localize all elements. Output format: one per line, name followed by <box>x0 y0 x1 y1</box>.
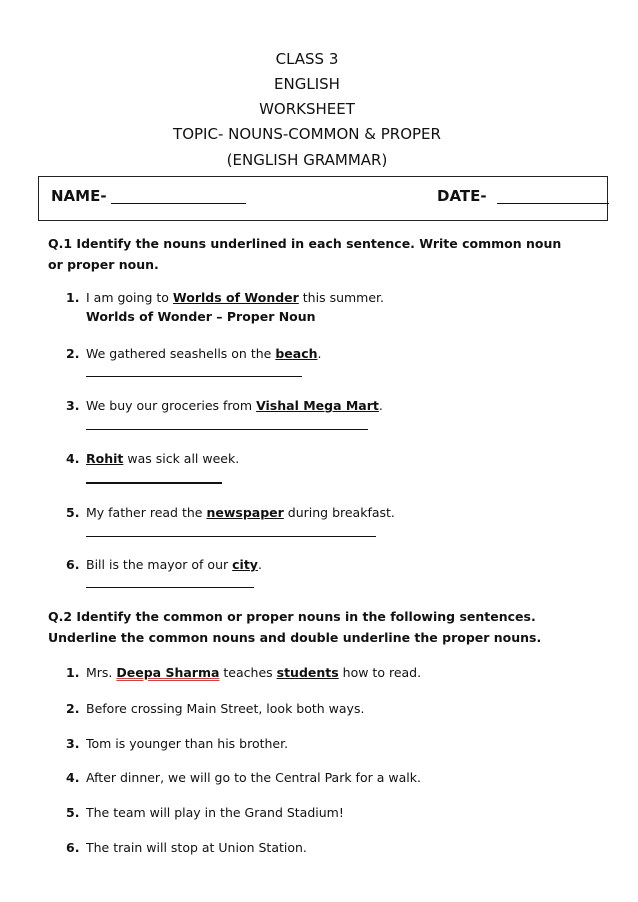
sentence-text: . <box>257 557 262 572</box>
sentence-text: this summer. <box>298 290 385 305</box>
sentence-text: how to read. <box>338 665 422 680</box>
sentence-text: I am going to <box>86 290 173 305</box>
sentence-text: After dinner, we will go to the Central Park for a walk. <box>86 770 421 785</box>
underlined-noun: city <box>232 557 258 572</box>
double-underlined-proper-noun: Deepa Sharma <box>116 665 220 680</box>
underlined-noun: beach <box>275 346 318 361</box>
q1-item-4-answer-line[interactable] <box>86 482 222 484</box>
date-label: DATE- <box>437 187 487 205</box>
item-number: 1. <box>66 665 80 680</box>
item-number: 4. <box>66 770 80 785</box>
header-type: WORKSHEET <box>259 100 355 118</box>
underlined-noun: Worlds of Wonder <box>172 290 299 305</box>
underlined-noun: Rohit <box>86 451 124 466</box>
q1-item-1-answer: Worlds of Wonder – Proper Noun <box>86 309 316 324</box>
item-number: 5. <box>66 505 80 520</box>
date-blank-line[interactable] <box>497 203 609 204</box>
name-label: NAME- <box>51 187 107 205</box>
q1-item-5 <box>66 505 395 520</box>
q1-item-6 <box>66 557 262 572</box>
underlined-common-noun: students <box>276 665 339 680</box>
underlined-noun: newspaper <box>206 505 284 520</box>
item-number: 5. <box>66 805 80 820</box>
sentence-text: during breakfast. <box>283 505 395 520</box>
q1-item-2 <box>66 346 321 361</box>
sentence-text: teaches <box>219 665 277 680</box>
sentence-text: Bill is the mayor of our <box>86 557 233 572</box>
sentence-text: We gathered seashells on the <box>86 346 276 361</box>
q1-item-4 <box>66 451 239 466</box>
header-subject: ENGLISH <box>274 75 340 93</box>
item-number: 1. <box>66 290 80 305</box>
header-class: CLASS 3 <box>275 50 339 68</box>
q1-item-3-answer-line[interactable] <box>86 429 368 430</box>
item-number: 4. <box>66 451 80 466</box>
item-number: 2. <box>66 346 80 361</box>
item-number: 3. <box>66 736 80 751</box>
q1-item-6-answer-line[interactable] <box>86 587 254 588</box>
sentence-text: We buy our groceries from <box>86 398 257 413</box>
q1-instructions: Q.1 Identify the nouns underlined in each sentence. Write common noun or proper noun. <box>48 236 562 272</box>
q1-item-2-answer-line[interactable] <box>86 376 302 377</box>
q2-item-6 <box>66 840 307 855</box>
sentence-text: The team will play in the Grand Stadium! <box>86 805 344 820</box>
sentence-text: Before crossing Main Street, look both ways. <box>86 701 365 716</box>
q2-instructions: Q.2 Identify the common or proper nouns in the following sentences. Underline the common nouns and double underline the proper nouns. <box>48 609 542 645</box>
item-number: 2. <box>66 701 80 716</box>
sentence-text: The train will stop at Union Station. <box>86 840 307 855</box>
sentence-text: My father read the <box>86 505 207 520</box>
item-number: 6. <box>66 557 80 572</box>
sentence-text: Tom is younger than his brother. <box>86 736 289 751</box>
q2-item-4 <box>66 770 421 785</box>
header-topic: TOPIC- NOUNS-COMMON & PROPER <box>173 125 441 143</box>
q2-item-3 <box>66 736 288 751</box>
sentence-text: Mrs. <box>86 665 117 680</box>
header-grammar: (ENGLISH GRAMMAR) <box>226 151 388 169</box>
sentence-text: . <box>378 398 383 413</box>
q1-item-5-answer-line[interactable] <box>86 536 376 537</box>
q2-item-2 <box>66 701 364 716</box>
sentence-text: was sick all week. <box>123 451 240 466</box>
q1-item-1 <box>66 290 384 305</box>
item-number: 6. <box>66 840 80 855</box>
sentence-text: . <box>317 346 322 361</box>
underlined-noun: Vishal Mega Mart <box>256 398 379 413</box>
q2-item-5 <box>66 805 344 820</box>
name-date-box <box>38 176 608 221</box>
item-number: 3. <box>66 398 80 413</box>
q2-item-1 <box>66 665 421 680</box>
name-blank-line[interactable] <box>111 203 246 204</box>
q1-item-3 <box>66 398 383 413</box>
